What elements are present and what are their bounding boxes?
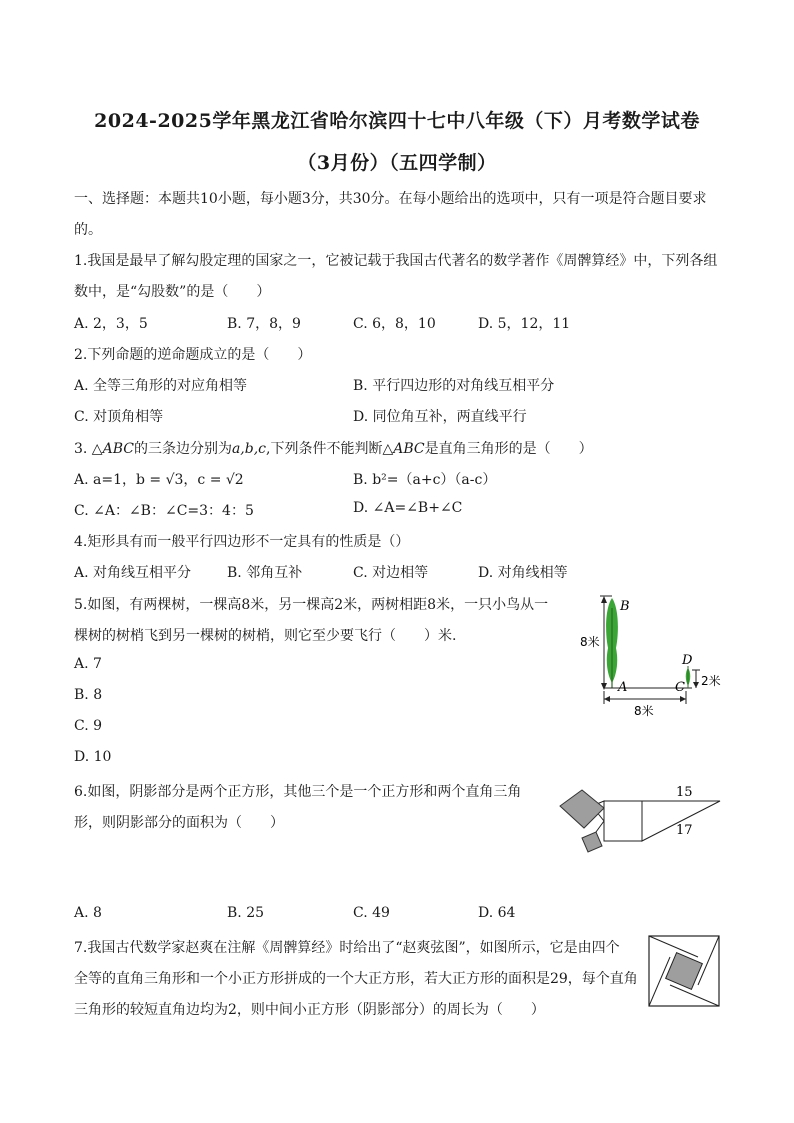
connector-line — [596, 821, 604, 832]
q3-stem-mid: 的三条边分别为 — [133, 441, 232, 457]
q4-option-c: C. 对边相等 — [353, 565, 429, 581]
label-d: D — [682, 653, 693, 668]
q3-option-a: A. a=1，b = √3，c = √2 — [74, 472, 244, 488]
q2-option-b: B. 平行四边形的对角线互相平分 — [353, 378, 555, 394]
q2-option-a: A. 全等三角形的对应角相等 — [74, 378, 248, 394]
short-arrow-bottom — [693, 682, 699, 688]
q6-option-c: C. 49 — [353, 905, 390, 921]
q2-stem: 2.下列命题的逆命题成立的是（ ） — [74, 347, 312, 363]
label-b: B — [620, 599, 630, 614]
q6-option-a: A. 8 — [74, 905, 102, 921]
q1-option-b: B. 7，8，9 — [227, 316, 301, 332]
exam-title-line1: 2024-2025学年黑龙江省哈尔滨四十七中八年级（下）月考数学试卷 — [94, 110, 700, 132]
q1-stem-line2: 数中，是“勾股数”的是（ ） — [74, 284, 271, 300]
q2-option-c: C. 对顶角相等 — [74, 409, 164, 425]
label-15: 15 — [676, 785, 693, 800]
q3-stem-abc: ABC — [102, 441, 134, 457]
q5-option-c: C. 9 — [74, 718, 103, 734]
exam-title-line2: （3月份）（五四学制） — [297, 152, 497, 174]
q3-option-d: D. ∠A=∠B+∠C — [353, 500, 463, 516]
q5-stem-line1: 5.如图，有两棵树，一棵高8米，另一棵高2米，两树相距8米，一只小鸟从一 — [74, 597, 549, 613]
label-17: 17 — [676, 823, 693, 838]
dist-arrow-right — [680, 696, 686, 702]
q1-option-c: C. 6，8，10 — [353, 316, 436, 332]
q7-zhao-shuang-figure — [648, 935, 722, 1009]
q4-option-d: D. 对角线相等 — [478, 565, 568, 581]
q4-option-a: A. 对角线互相平分 — [74, 565, 192, 581]
label-distance: 8米 — [634, 704, 654, 718]
q1-stem-line1: 1.我国是最早了解勾股定理的国家之一，它被记载于我国古代著名的数学著作《周髀算经》中，下列各组 — [74, 253, 718, 269]
tall-arrow-top — [601, 596, 607, 603]
q5-option-a: A. 7 — [74, 656, 102, 672]
q6-option-d: D. 64 — [478, 905, 516, 921]
q3-stem — [74, 438, 593, 458]
q3-option-b: B. b²=（a+c）（a-c） — [353, 472, 497, 488]
q1-option-a: A. 2，3，5 — [74, 316, 148, 332]
section-heading-line1: 一、选择题：本题共10小题，每小题3分，共30分。在每小题给出的选项中，只有一项是符合题目要求 — [74, 191, 707, 207]
q6-stem-line1: 6.如图，阴影部分是两个正方形，其他三个是一个正方形和两个直角三角 — [74, 784, 522, 800]
q7-stem-line3: 三角形的较短直角边均为2，则中间小正方形（阴影部分）的周长为（ ） — [74, 1002, 545, 1018]
q1-option-d: D. 5，12，11 — [478, 316, 571, 332]
q6-option-b: B. 25 — [227, 905, 265, 921]
dist-arrow-left — [604, 696, 610, 702]
q5-stem-line2: 棵树的树梢飞到另一棵树的树梢，则它至少要飞行（ ）米. — [74, 628, 457, 644]
q3-stem-abc2: ABC — [393, 441, 425, 457]
q4-option-b: B. 邻角互补 — [227, 565, 303, 581]
q3-stem-prefix: 3. △ — [74, 441, 103, 457]
label-short-height: 2米 — [701, 674, 721, 688]
section-heading-line2: 的。 — [74, 222, 102, 238]
q5-option-b: B. 8 — [74, 687, 103, 703]
label-c: C — [675, 680, 685, 695]
q7-stem-line1: 7.我国古代数学家赵爽在注解《周髀算经》时给出了“赵爽弦图”，如图所示，它是由四个 — [74, 940, 620, 956]
label-tall-height: 8米 — [580, 635, 600, 649]
shaded-square-large — [560, 790, 604, 828]
shaded-square-small — [582, 832, 602, 852]
middle-square — [604, 801, 642, 841]
q6-squares-figure — [552, 776, 724, 860]
label-a: A — [618, 680, 628, 695]
q3-stem-mid2: ,下列条件不能判断△ — [266, 441, 394, 457]
q2-option-d: D. 同位角互补，两直线平行 — [353, 409, 527, 425]
q5-trees-figure — [572, 588, 732, 723]
q6-stem-line2: 形，则阴影部分的面积为（ ） — [74, 815, 284, 831]
q3-option-c: C. ∠A：∠B：∠C=3：4：5 — [74, 503, 254, 519]
q4-stem: 4.矩形具有而一般平行四边形不一定具有的性质是（） — [74, 534, 410, 550]
tall-arrow-bottom — [601, 683, 607, 690]
q7-stem-line2: 全等的直角三角形和一个小正方形拼成的一个大正方形，若大正方形的面积是29，每个直角 — [74, 971, 638, 987]
q3-stem-vars: a,b,c — [231, 441, 267, 457]
q5-option-d: D. 10 — [74, 749, 112, 765]
q3-stem-end: 是直角三角形的是（ ） — [424, 441, 593, 457]
